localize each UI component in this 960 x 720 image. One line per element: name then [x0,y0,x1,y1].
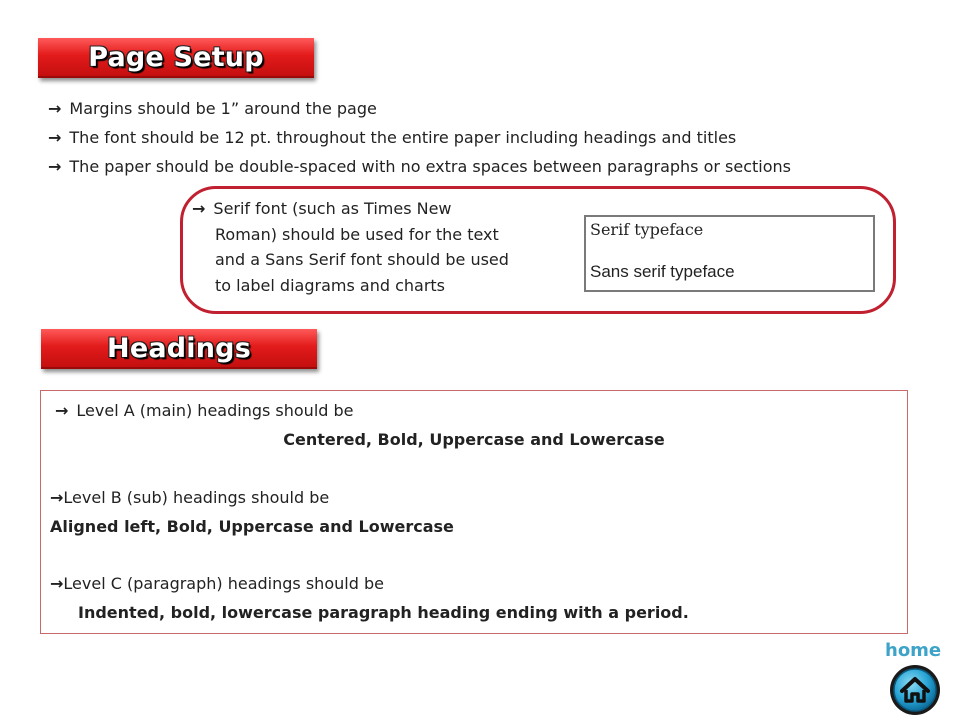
arrow-icon: → [192,199,206,218]
level-a-intro: → Level A (main) headings should be [55,401,354,420]
arrow-icon: → [48,157,62,176]
serif-note-line-3: and a Sans Serif font should be used [215,250,509,269]
sans-sample-text: Sans serif typeface [590,262,735,281]
bullet-double-spaced: → The paper should be double-spaced with no extra spaces between paragraphs or sections [48,157,792,176]
home-button[interactable] [889,664,941,716]
typeface-sample [584,215,875,292]
level-a-rule: Centered, Bold, Uppercase and Lowercase [283,430,665,449]
arrow-icon: → [50,574,64,593]
arrow-icon: → [50,488,64,507]
level-b-rule: Aligned left, Bold, Uppercase and Lowercase [50,517,454,536]
serif-note-line-4: to label diagrams and charts [215,275,445,295]
headings-title: Headings [107,332,251,364]
bullet-font-size: → The font should be 12 pt. throughout the entire paper including headings and titles [48,128,737,147]
home-link-label[interactable]: home [885,640,942,661]
level-c-rule: Indented, bold, lowercase paragraph heading ending with a period. [78,603,689,622]
headings-banner [41,329,317,369]
serif-note-line-2: Roman) should be used for the text [215,224,499,244]
page-setup-title: Page Setup [88,41,264,73]
serif-sample-text: Serif typeface [590,220,704,239]
page-setup-banner [38,38,314,78]
level-c-intro: →Level C (paragraph) headings should be [50,574,384,593]
page-setup-bullets [48,94,791,181]
level-b-intro: →Level B (sub) headings should be [50,488,330,507]
bullet-margins: → Margins should be 1” around the page [48,99,377,118]
arrow-icon: → [48,99,62,118]
arrow-icon: → [55,401,69,420]
serif-note-line-1: → Serif font (such as Times New [192,199,452,218]
arrow-icon: → [48,128,62,147]
serif-note [192,196,509,298]
home-icon [889,664,941,716]
headings-rules-box [40,390,908,634]
